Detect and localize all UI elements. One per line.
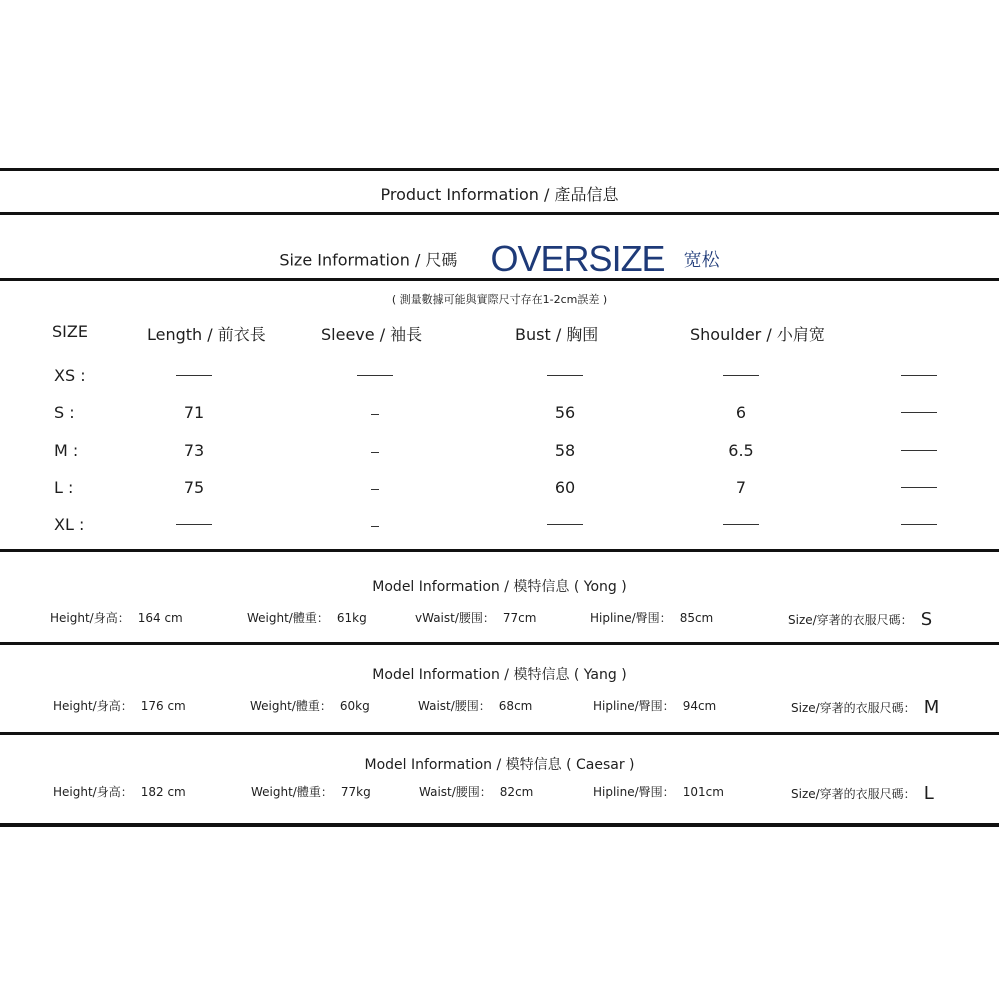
cell-extra-empty: [901, 375, 937, 376]
stat-value: L: [923, 783, 934, 804]
model-height-stat: [50, 609, 183, 626]
stat-label: Size/穿著的衣服尺碼：: [788, 613, 913, 627]
cell-length-empty: [176, 524, 212, 525]
cell-extra-empty: [901, 524, 937, 525]
stat-value: M: [923, 697, 940, 718]
col-header-size: SIZE: [52, 322, 88, 341]
stat-value: 94cm: [682, 699, 717, 713]
cell-bust-empty: [547, 524, 583, 525]
cell-sleeve-none: [371, 452, 379, 453]
model-height-stat: [53, 783, 186, 800]
stat-label: Height/身高：: [50, 611, 130, 625]
size-info-line: [0, 238, 999, 279]
cell-length: 75: [183, 478, 205, 497]
model-title-1: Model Information / 模特信息 ( Yang ): [372, 667, 627, 683]
cell-shoulder: 7: [735, 478, 747, 497]
oversize-label: OVERSIZE: [490, 238, 665, 279]
model-weight-stat: [247, 609, 367, 626]
size-info-label: Size Information / 尺碼: [279, 250, 458, 270]
model-size-stat: [791, 783, 934, 804]
row-label-0: XS :: [54, 366, 86, 385]
stat-value: 85cm: [679, 611, 714, 625]
cell-shoulder-empty: [723, 375, 759, 376]
product-info-title: Product Information / 產品信息: [380, 185, 619, 204]
col-header-sleeve: Sleeve / 袖長: [321, 325, 423, 344]
cell-extra-empty: [901, 412, 937, 413]
model-size-stat: [788, 609, 932, 630]
model-weight-stat: [250, 697, 370, 714]
cell-bust: 58: [554, 441, 576, 460]
cell-shoulder: 6: [735, 403, 747, 422]
divider-after-table: [0, 549, 999, 552]
divider-after-product: [0, 212, 999, 215]
cell-sleeve-none: [371, 526, 379, 527]
stat-label: Waist/腰围：: [418, 699, 491, 713]
stat-value: 101cm: [682, 785, 724, 799]
model-hipline-stat: [590, 609, 713, 626]
stat-label: Weight/體重：: [247, 611, 329, 625]
cell-bust: 56: [554, 403, 576, 422]
stat-value: 164 cm: [137, 611, 183, 625]
stat-value: S: [920, 609, 933, 630]
cell-shoulder: 6.5: [728, 441, 754, 460]
stat-label: Height/身高：: [53, 785, 133, 799]
cell-bust: 60: [554, 478, 576, 497]
stat-value: 77kg: [340, 785, 371, 799]
stat-value: 60kg: [339, 699, 370, 713]
col-header-bust: Bust / 胸围: [515, 325, 599, 344]
cell-extra-empty: [901, 450, 937, 451]
row-label-1: S :: [54, 403, 75, 422]
divider-after-model-2: [0, 732, 999, 735]
model-title-0: Model Information / 模特信息 ( Yong ): [372, 579, 627, 595]
divider-top: [0, 168, 999, 171]
cell-sleeve-none: [371, 414, 379, 415]
stat-value: 61kg: [336, 611, 367, 625]
row-label-3: L :: [54, 478, 74, 497]
model-title-2: Model Information / 模特信息 ( Caesar ): [364, 757, 635, 773]
cell-length: 71: [183, 403, 205, 422]
row-label-4: XL :: [54, 515, 85, 534]
stat-label: Hipline/臀围：: [590, 611, 672, 625]
stat-value: 182 cm: [140, 785, 186, 799]
model-hipline-stat: [593, 783, 724, 800]
model-size-stat: [791, 697, 939, 718]
oversize-cn-label: 宽松: [683, 250, 720, 271]
model-height-stat: [53, 697, 186, 714]
col-header-length: Length / 前衣長: [147, 325, 266, 344]
cell-shoulder-empty: [723, 524, 759, 525]
stat-value: 77cm: [502, 611, 537, 625]
cell-length-empty: [176, 375, 212, 376]
model-waist-stat: [419, 783, 533, 800]
stat-value: 176 cm: [140, 699, 186, 713]
model-waist-stat: [418, 697, 532, 714]
measurement-note: ( 測量數據可能與實際尺寸存在1-2cm誤差 ): [391, 293, 608, 306]
divider-after-model-1: [0, 642, 999, 645]
row-label-2: M :: [54, 441, 79, 460]
cell-bust-empty: [547, 375, 583, 376]
model-hipline-stat: [593, 697, 716, 714]
stat-label: Weight/體重：: [251, 785, 333, 799]
stat-label: Hipline/臀围：: [593, 699, 675, 713]
model-weight-stat: [251, 783, 371, 800]
divider-bottom: [0, 823, 999, 827]
stat-label: Size/穿著的衣服尺碼：: [791, 787, 916, 801]
stat-label: Hipline/臀围：: [593, 785, 675, 799]
stat-label: vWaist/腰围：: [415, 611, 495, 625]
stat-value: 68cm: [498, 699, 533, 713]
stat-label: Size/穿著的衣服尺碼：: [791, 701, 916, 715]
model-waist-stat: [415, 609, 536, 626]
stat-label: Waist/腰围：: [419, 785, 492, 799]
stat-label: Height/身高：: [53, 699, 133, 713]
stat-label: Weight/體重：: [250, 699, 332, 713]
cell-length: 73: [183, 441, 205, 460]
cell-extra-empty: [901, 487, 937, 488]
col-header-shoulder: Shoulder / 小肩宽: [690, 325, 825, 344]
cell-sleeve-none: [371, 489, 379, 490]
stat-value: 82cm: [499, 785, 534, 799]
cell-sleeve-empty: [357, 375, 393, 376]
